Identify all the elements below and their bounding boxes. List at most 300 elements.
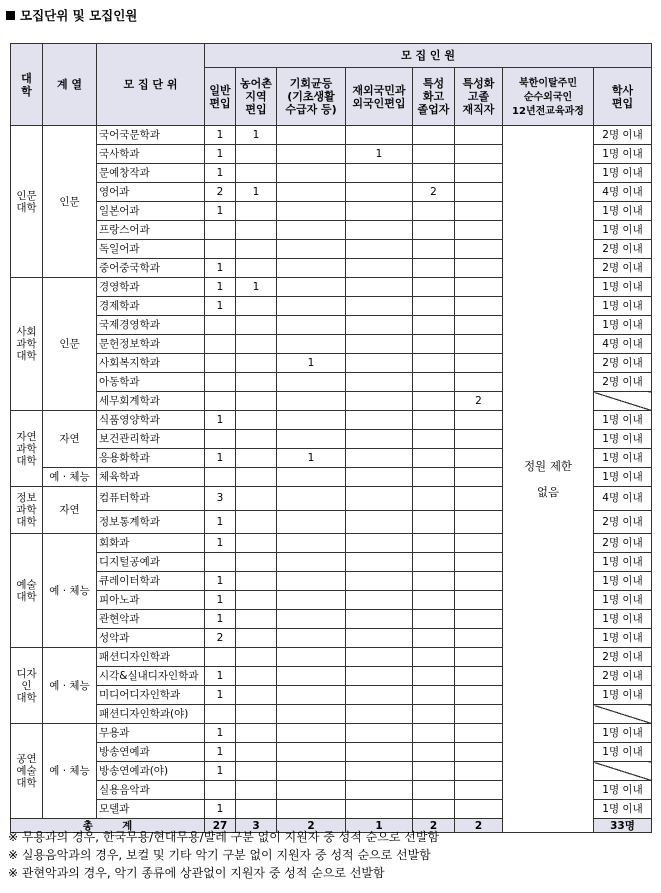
count-bachelor: 2명 이내 [594, 240, 652, 259]
count-bachelor: 1명 이내 [594, 800, 652, 819]
count-overseas [346, 591, 413, 610]
count-specialized-grad [413, 553, 455, 572]
count-equal-opportunity [277, 510, 346, 534]
count-specialized-grad [413, 411, 455, 430]
count-specialized-grad [413, 335, 455, 354]
count-bachelor: 1명 이내 [594, 591, 652, 610]
unit-name: 큐레이터학과 [97, 572, 205, 591]
count-specialized-grad [413, 705, 455, 724]
page-title-text: 모집단위 및 모집인원 [20, 8, 138, 23]
count-equal-opportunity [277, 591, 346, 610]
count-specialized-grad [413, 278, 455, 297]
unit-name: 모델과 [97, 800, 205, 819]
count-rural [236, 392, 277, 411]
count-specialized-grad [413, 629, 455, 648]
count-rural [236, 743, 277, 762]
count-overseas [346, 164, 413, 183]
unit-name: 일본어과 [97, 202, 205, 221]
unit-name: 관현악과 [97, 610, 205, 629]
count-rural [236, 316, 277, 335]
count-specialized-grad [413, 591, 455, 610]
count-equal-opportunity [277, 183, 346, 202]
count-general: 1 [205, 259, 236, 278]
count-specialized-grad [413, 240, 455, 259]
count-bachelor: 1명 이내 [594, 572, 652, 591]
count-general [205, 335, 236, 354]
count-general [205, 221, 236, 240]
field-name: 인문 [43, 278, 97, 411]
count-rural [236, 202, 277, 221]
header-col-north-korean: 북한이탈주민 순수외국인 12년전교육과정 [503, 68, 594, 126]
count-overseas [346, 259, 413, 278]
count-rural [236, 591, 277, 610]
total-count: 27 [205, 819, 236, 833]
count-equal-opportunity [277, 411, 346, 430]
header-col-specialized-worker: 특성화 고졸 재직자 [455, 68, 503, 126]
unit-name: 국제경영학과 [97, 316, 205, 335]
count-overseas: 1 [346, 145, 413, 164]
count-equal-opportunity [277, 762, 346, 781]
count-specialized-worker [455, 534, 503, 553]
count-specialized-grad [413, 686, 455, 705]
count-equal-opportunity [277, 145, 346, 164]
count-general: 1 [205, 126, 236, 145]
count-overseas [346, 354, 413, 373]
count-bachelor: 1명 이내 [594, 164, 652, 183]
count-specialized-grad [413, 648, 455, 667]
count-rural: 1 [236, 126, 277, 145]
count-specialized-worker [455, 259, 503, 278]
count-equal-opportunity [277, 126, 346, 145]
count-general: 1 [205, 762, 236, 781]
unit-name: 컴퓨터학과 [97, 487, 205, 511]
count-overseas [346, 686, 413, 705]
count-equal-opportunity [277, 259, 346, 278]
header-col-rural: 농어촌 지역 편입 [236, 68, 277, 126]
header-col-equal-opportunity: 기회균등 (기초생활 수급자 등) [277, 68, 346, 126]
count-specialized-worker [455, 316, 503, 335]
count-specialized-worker [455, 164, 503, 183]
count-overseas [346, 487, 413, 511]
count-rural [236, 430, 277, 449]
count-rural [236, 297, 277, 316]
count-general: 1 [205, 743, 236, 762]
total-count: 3 [236, 819, 277, 833]
count-overseas [346, 411, 413, 430]
count-specialized-worker [455, 686, 503, 705]
count-specialized-worker [455, 221, 503, 240]
count-rural [236, 610, 277, 629]
unit-name: 문헌정보학과 [97, 335, 205, 354]
count-bachelor: 2명 이내 [594, 259, 652, 278]
count-overseas [346, 724, 413, 743]
unit-name: 세무회계학과 [97, 392, 205, 411]
count-rural [236, 354, 277, 373]
count-overseas [346, 278, 413, 297]
count-specialized-worker [455, 743, 503, 762]
count-bachelor: 1명 이내 [594, 411, 652, 430]
count-rural [236, 164, 277, 183]
count-general [205, 373, 236, 392]
count-specialized-worker [455, 354, 503, 373]
count-equal-opportunity [277, 430, 346, 449]
unit-name: 성악과 [97, 629, 205, 648]
header-col-specialized-grad: 특성 화고 졸업자 [413, 68, 455, 126]
unit-name: 경영학과 [97, 278, 205, 297]
count-overseas [346, 800, 413, 819]
count-equal-opportunity [277, 335, 346, 354]
count-specialized-grad [413, 145, 455, 164]
count-specialized-worker [455, 468, 503, 487]
count-overseas [346, 610, 413, 629]
count-overseas [346, 510, 413, 534]
count-specialized-grad [413, 297, 455, 316]
count-general: 1 [205, 572, 236, 591]
count-overseas [346, 221, 413, 240]
count-general: 1 [205, 510, 236, 534]
count-specialized-grad [413, 373, 455, 392]
count-rural [236, 800, 277, 819]
count-bachelor: 1명 이내 [594, 221, 652, 240]
count-specialized-grad [413, 354, 455, 373]
count-bachelor: 4명 이내 [594, 487, 652, 511]
college-name: 예술 대학 [11, 534, 43, 648]
count-bachelor [594, 762, 652, 781]
count-general [205, 316, 236, 335]
note-line: ※ 무용과의 경우, 한국무용/현대무용/발레 구분 없이 지원자 중 성적 순으로 선발함 [8, 830, 440, 844]
count-bachelor: 1명 이내 [594, 743, 652, 762]
count-rural [236, 449, 277, 468]
unit-name: 피아노과 [97, 591, 205, 610]
unit-name: 정보통계학과 [97, 510, 205, 534]
unit-name: 아동학과 [97, 373, 205, 392]
count-rural [236, 648, 277, 667]
count-specialized-worker [455, 126, 503, 145]
count-general: 1 [205, 610, 236, 629]
count-general: 1 [205, 449, 236, 468]
count-specialized-worker [455, 487, 503, 511]
count-specialized-grad [413, 164, 455, 183]
unit-name: 경제학과 [97, 297, 205, 316]
count-equal-opportunity [277, 629, 346, 648]
unit-name: 실용음악과 [97, 781, 205, 800]
count-rural [236, 259, 277, 278]
college-name: 자연 과학 대학 [11, 411, 43, 487]
field-name: 자연 [43, 411, 97, 468]
count-rural [236, 145, 277, 164]
count-specialized-grad [413, 743, 455, 762]
count-rural [236, 686, 277, 705]
count-rural [236, 240, 277, 259]
count-bachelor: 1명 이내 [594, 553, 652, 572]
header-group: 모 집 인 원 [205, 44, 652, 68]
count-overseas [346, 553, 413, 572]
count-general: 1 [205, 411, 236, 430]
count-general [205, 648, 236, 667]
count-overseas [346, 335, 413, 354]
notes [8, 828, 439, 882]
count-rural [236, 221, 277, 240]
header-col-general: 일반 편입 [205, 68, 236, 126]
count-general [205, 468, 236, 487]
count-specialized-grad [413, 667, 455, 686]
unit-name: 국사학과 [97, 145, 205, 164]
table-body [11, 126, 652, 833]
count-bachelor: 1명 이내 [594, 297, 652, 316]
count-overseas [346, 183, 413, 202]
count-specialized-worker [455, 510, 503, 534]
count-equal-opportunity [277, 164, 346, 183]
count-general [205, 705, 236, 724]
header-col-bachelor: 학사 편입 [594, 68, 652, 126]
count-bachelor [594, 705, 652, 724]
count-general: 1 [205, 297, 236, 316]
count-general [205, 553, 236, 572]
count-bachelor: 1명 이내 [594, 781, 652, 800]
count-equal-opportunity [277, 373, 346, 392]
count-bachelor: 2명 이내 [594, 510, 652, 534]
count-general [205, 430, 236, 449]
field-name: 예 · 체능 [43, 648, 97, 724]
count-equal-opportunity [277, 781, 346, 800]
count-overseas [346, 126, 413, 145]
count-equal-opportunity: 1 [277, 449, 346, 468]
count-specialized-worker [455, 335, 503, 354]
count-specialized-worker [455, 430, 503, 449]
count-specialized-grad: 2 [413, 183, 455, 202]
count-bachelor: 1명 이내 [594, 610, 652, 629]
count-general: 1 [205, 278, 236, 297]
count-bachelor: 1명 이내 [594, 202, 652, 221]
square-bullet-icon [6, 11, 15, 20]
total-count: 2 [277, 819, 346, 833]
count-bachelor: 1명 이내 [594, 724, 652, 743]
count-overseas [346, 762, 413, 781]
count-overseas [346, 316, 413, 335]
count-bachelor: 4명 이내 [594, 183, 652, 202]
unit-name: 방송연예과 [97, 743, 205, 762]
count-overseas [346, 705, 413, 724]
count-specialized-worker [455, 449, 503, 468]
college-name: 디자 인 대학 [11, 648, 43, 724]
unit-name: 프랑스어과 [97, 221, 205, 240]
count-specialized-grad [413, 126, 455, 145]
count-specialized-grad [413, 800, 455, 819]
count-specialized-worker [455, 373, 503, 392]
total-bachelor: 33명 [594, 819, 652, 833]
count-general: 1 [205, 800, 236, 819]
count-bachelor: 1명 이내 [594, 145, 652, 164]
count-specialized-grad [413, 202, 455, 221]
count-equal-opportunity [277, 724, 346, 743]
count-rural [236, 335, 277, 354]
count-bachelor: 1명 이내 [594, 629, 652, 648]
college-name: 인문 대학 [11, 126, 43, 278]
count-overseas [346, 468, 413, 487]
count-overseas [346, 667, 413, 686]
count-overseas [346, 743, 413, 762]
college-name: 사회 과학 대학 [11, 278, 43, 411]
count-equal-opportunity [277, 278, 346, 297]
north-korean-note: 정원 제한 없음 [503, 126, 594, 833]
count-specialized-worker [455, 724, 503, 743]
count-equal-opportunity [277, 534, 346, 553]
unit-name: 체육학과 [97, 468, 205, 487]
total-count: 2 [413, 819, 455, 833]
count-general: 2 [205, 183, 236, 202]
count-bachelor: 1명 이내 [594, 449, 652, 468]
count-equal-opportunity [277, 240, 346, 259]
count-specialized-grad [413, 430, 455, 449]
count-rural [236, 510, 277, 534]
count-general [205, 354, 236, 373]
count-specialized-worker [455, 629, 503, 648]
count-specialized-worker [455, 610, 503, 629]
count-equal-opportunity [277, 487, 346, 511]
unit-name: 패션디자인학과(야) [97, 705, 205, 724]
count-equal-opportunity [277, 610, 346, 629]
recruitment-table [10, 43, 652, 833]
count-rural [236, 629, 277, 648]
field-name: 자연 [43, 487, 97, 534]
header-field: 계 열 [43, 44, 97, 126]
count-general: 1 [205, 534, 236, 553]
count-equal-opportunity [277, 297, 346, 316]
count-specialized-grad [413, 572, 455, 591]
count-specialized-grad [413, 610, 455, 629]
count-specialized-worker [455, 297, 503, 316]
total-count: 1 [346, 819, 413, 833]
college-name: 정보 과학 대학 [11, 487, 43, 534]
count-bachelor: 2명 이내 [594, 648, 652, 667]
count-overseas [346, 430, 413, 449]
count-bachelor: 1명 이내 [594, 316, 652, 335]
count-specialized-worker [455, 667, 503, 686]
field-name: 예 · 체능 [43, 468, 97, 487]
count-overseas [346, 572, 413, 591]
count-overseas [346, 240, 413, 259]
unit-name: 회화과 [97, 534, 205, 553]
note-line: ※ 실용음악과의 경우, 보컬 및 기타 악기 구분 없이 지원자 중 성적 순으로 선발함 [8, 848, 431, 862]
unit-name: 시각&실내디자인학과 [97, 667, 205, 686]
count-overseas [346, 648, 413, 667]
count-bachelor: 2명 이내 [594, 373, 652, 392]
count-bachelor: 2명 이내 [594, 667, 652, 686]
count-bachelor: 2명 이내 [594, 126, 652, 145]
unit-name: 디지털공예과 [97, 553, 205, 572]
unit-name: 무용과 [97, 724, 205, 743]
count-specialized-worker [455, 762, 503, 781]
count-specialized-grad [413, 221, 455, 240]
count-rural [236, 724, 277, 743]
count-equal-opportunity [277, 705, 346, 724]
count-general: 1 [205, 591, 236, 610]
count-equal-opportunity [277, 648, 346, 667]
count-rural [236, 553, 277, 572]
count-specialized-grad [413, 510, 455, 534]
unit-name: 미디어디자인학과 [97, 686, 205, 705]
count-equal-opportunity [277, 221, 346, 240]
count-equal-opportunity [277, 468, 346, 487]
count-specialized-worker [455, 202, 503, 221]
count-overseas [346, 781, 413, 800]
count-rural [236, 572, 277, 591]
count-general: 2 [205, 629, 236, 648]
header-col-overseas: 재외국민과 외국인편입 [346, 68, 413, 126]
count-specialized-grad [413, 762, 455, 781]
count-rural [236, 373, 277, 392]
count-bachelor: 1명 이내 [594, 686, 652, 705]
count-equal-opportunity [277, 202, 346, 221]
count-specialized-worker [455, 572, 503, 591]
count-specialized-worker [455, 781, 503, 800]
header-college: 대 학 [11, 44, 43, 126]
note-line: ※ 관현악과의 경우, 악기 종류에 상관없이 지원자 중 성적 순으로 선발함 [8, 866, 385, 880]
count-specialized-worker [455, 553, 503, 572]
count-rural [236, 534, 277, 553]
count-general [205, 781, 236, 800]
unit-name: 중어중국학과 [97, 259, 205, 278]
total-count: 2 [455, 819, 503, 833]
count-bachelor: 4명 이내 [594, 335, 652, 354]
count-rural: 1 [236, 278, 277, 297]
count-specialized-worker [455, 648, 503, 667]
count-specialized-grad [413, 534, 455, 553]
count-rural [236, 667, 277, 686]
count-equal-opportunity [277, 743, 346, 762]
count-equal-opportunity [277, 392, 346, 411]
college-name: 공연 예술 대학 [11, 724, 43, 819]
count-specialized-worker [455, 183, 503, 202]
count-specialized-worker [455, 591, 503, 610]
count-bachelor: 1명 이내 [594, 278, 652, 297]
unit-name: 영어과 [97, 183, 205, 202]
count-bachelor: 2명 이내 [594, 354, 652, 373]
unit-name: 보건관리학과 [97, 430, 205, 449]
unit-name: 패션디자인학과 [97, 648, 205, 667]
count-bachelor: 2명 이내 [594, 534, 652, 553]
count-bachelor [594, 392, 652, 411]
count-equal-opportunity [277, 686, 346, 705]
count-rural: 1 [236, 183, 277, 202]
count-overseas [346, 392, 413, 411]
count-overseas [346, 629, 413, 648]
count-specialized-grad [413, 724, 455, 743]
count-specialized-grad [413, 316, 455, 335]
count-specialized-grad [413, 468, 455, 487]
count-rural [236, 468, 277, 487]
count-overseas [346, 449, 413, 468]
count-general: 1 [205, 202, 236, 221]
count-equal-opportunity [277, 553, 346, 572]
total-label: 총 계 [11, 819, 205, 833]
count-general: 3 [205, 487, 236, 511]
count-equal-opportunity [277, 800, 346, 819]
count-specialized-worker [455, 705, 503, 724]
count-equal-opportunity [277, 572, 346, 591]
count-specialized-grad [413, 392, 455, 411]
count-specialized-grad [413, 781, 455, 800]
unit-name: 식품영양학과 [97, 411, 205, 430]
unit-name: 국어국문학과 [97, 126, 205, 145]
page-title [6, 6, 137, 24]
unit-name: 문예창작과 [97, 164, 205, 183]
count-equal-opportunity [277, 316, 346, 335]
count-specialized-worker: 2 [455, 392, 503, 411]
field-name: 예 · 체능 [43, 724, 97, 819]
count-rural [236, 705, 277, 724]
count-rural [236, 781, 277, 800]
